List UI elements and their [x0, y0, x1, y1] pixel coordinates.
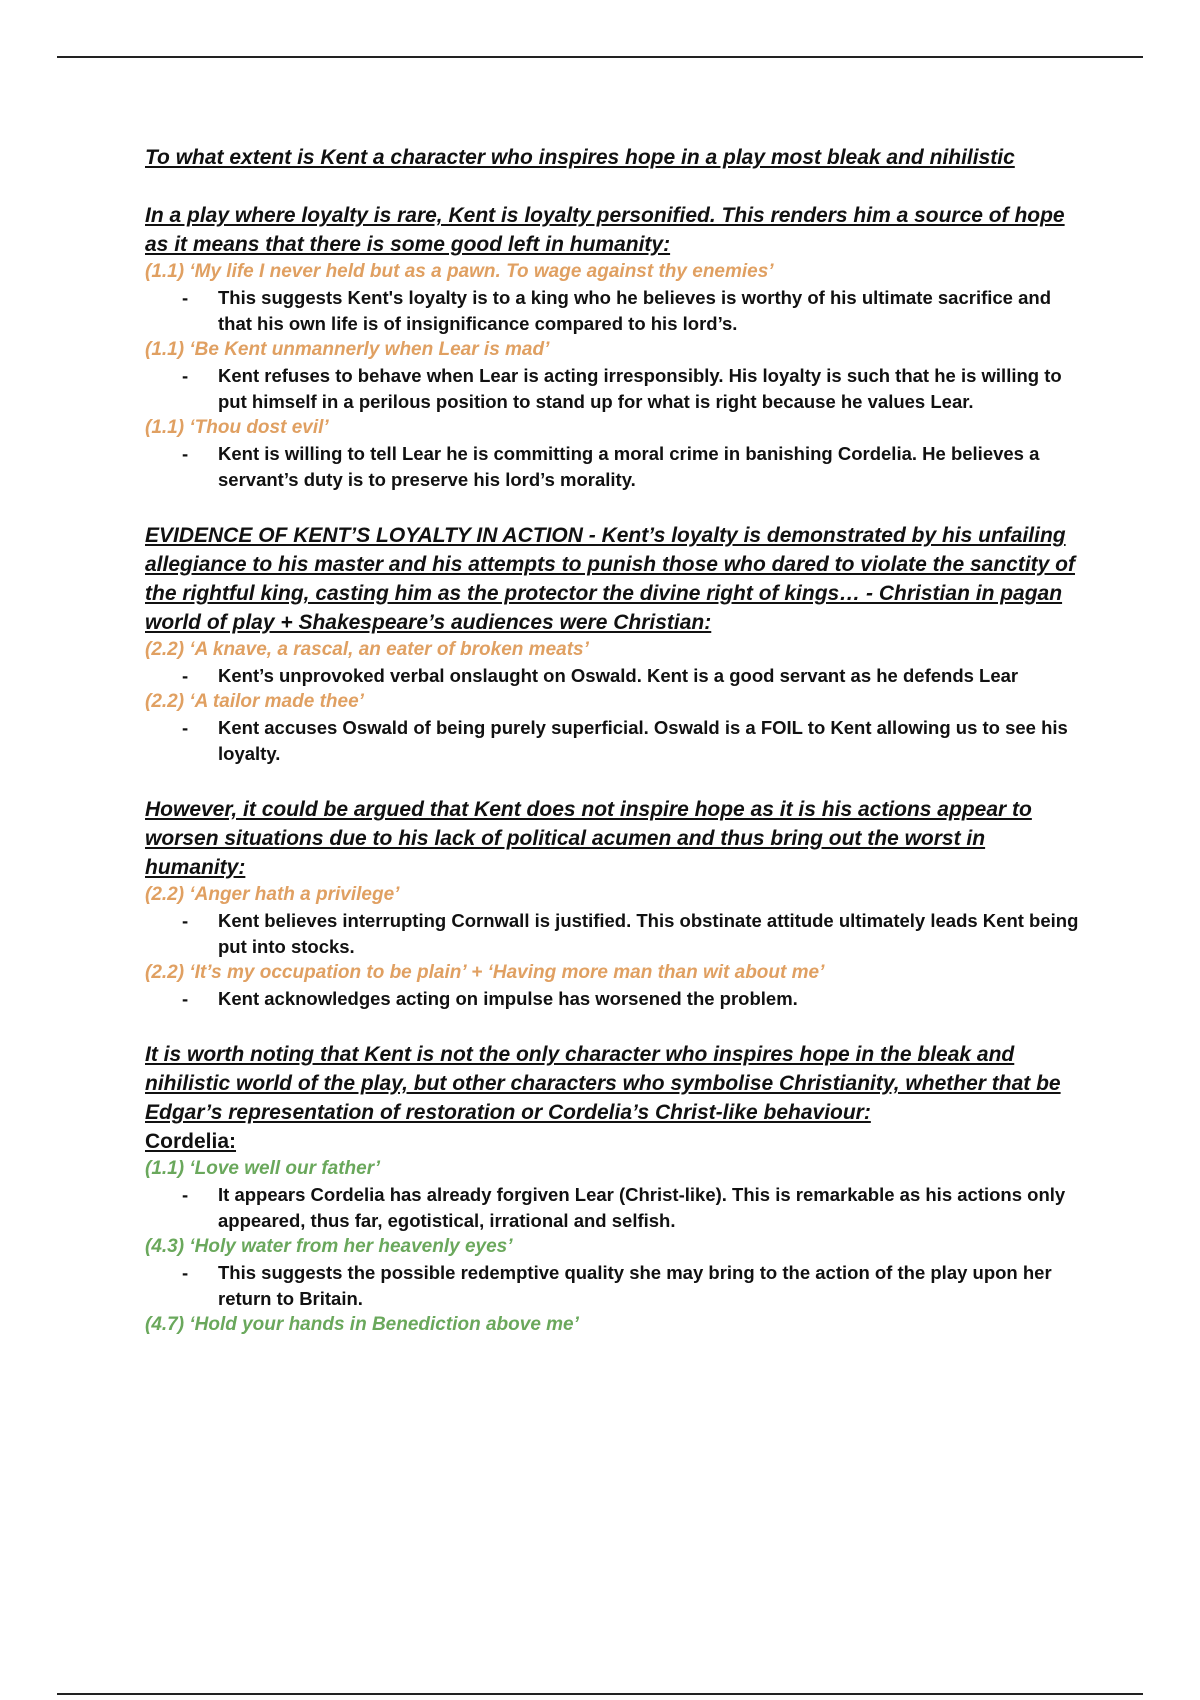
bullet-dash: - — [182, 1184, 189, 1205]
bullet-dash: - — [182, 287, 189, 308]
analysis-point: - Kent acknowledges acting on impulse has worsened the problem. — [145, 986, 1085, 1012]
section-heading: EVIDENCE OF KENT’S LOYALTY IN ACTION - Kent’s loyalty is demonstrated by his unfailing allegiance to his master and his attempts to punish those who dared to violate the sanctity of the rightful king, casting him as the protector the divine right of kings… - Christian in pagan world of play + Shakespeare’s audiences were Christian: — [145, 524, 1075, 634]
bullet-dash: - — [182, 365, 189, 386]
analysis-point: - This suggests Kent's loyalty is to a king who he believes is worthy of his ultimate sacrifice and that his own life is of insignificance compared to his lord’s. — [182, 287, 1052, 334]
section-heading: In a play where loyalty is rare, Kent is loyalty personified. This renders him a source of hope as it means that there is some good left in humanity: — [145, 204, 1065, 256]
document-body — [145, 143, 1085, 1338]
quote: (4.7) ‘Hold your hands in Benediction above me’ — [145, 1314, 579, 1335]
quote: (2.2) ‘It’s my occupation to be plain’ + ‘Having more man than wit about me’ — [145, 962, 825, 983]
section-other-characters — [145, 1040, 1085, 1338]
bullet-dash: - — [182, 443, 189, 464]
section-heading: However, it could be argued that Kent does not inspire hope as it is his actions appear to worsen situations due to his lack of political acumen and thus bring out the worst in humanity: — [145, 798, 1032, 879]
bullet-dash: - — [182, 717, 189, 738]
quote: (2.2) ‘A knave, a rascal, an eater of broken meats’ — [145, 639, 589, 660]
quote: (1.1) ‘Be Kent unmannerly when Lear is mad’ — [145, 339, 550, 360]
quote: (1.1) ‘Thou dost evil’ — [145, 417, 329, 438]
quote: (4.3) ‘Holy water from her heavenly eyes’ — [145, 1236, 513, 1257]
section-loyalty — [145, 201, 1085, 493]
top-rule — [57, 56, 1143, 58]
essay-title: To what extent is Kent a character who inspires hope in a play most bleak and nihilistic — [145, 146, 1015, 169]
analysis-point: - Kent believes interrupting Cornwall is justified. This obstinate attitude ultimately leads Kent being put into stocks. — [182, 910, 1079, 957]
section-heading: It is worth noting that Kent is not the only character who inspires hope in the bleak and nihilistic world of the play, but other characters who symbolise Christianity, whether that be Edgar’s representation of restoration or Cordelia’s Christ-like behaviour: — [145, 1043, 1061, 1124]
analysis-point: - Kent accuses Oswald of being purely superficial. Oswald is a FOIL to Kent allowing us to see his loyalty. — [182, 717, 1068, 764]
analysis-point: - It appears Cordelia has already forgiven Lear (Christ-like). This is remarkable as his actions only appeared, thus far, egotistical, irrational and selfish. — [182, 1184, 1066, 1231]
section-counterargument — [145, 795, 1085, 1012]
cordelia-subheading: Cordelia: — [145, 1130, 237, 1153]
analysis-point: - Kent refuses to behave when Lear is acting irresponsibly. His loyalty is such that he is willing to put himself in a perilous position to stand up for what is right because he values Lear. — [182, 365, 1062, 412]
analysis-point: - Kent is willing to tell Lear he is committing a moral crime in banishing Cordelia. He believes a servant’s duty is to preserve his lord’s morality. — [182, 443, 1040, 490]
quote: (2.2) ‘Anger hath a privilege’ — [145, 884, 400, 905]
quote: (2.2) ‘A tailor made thee’ — [145, 691, 364, 712]
section-loyalty-in-action — [145, 521, 1085, 767]
bullet-dash: - — [182, 910, 189, 931]
analysis-point: - This suggests the possible redemptive quality she may bring to the action of the play upon her return to Britain. — [182, 1262, 1052, 1309]
bullet-dash: - — [182, 988, 189, 1009]
bullet-dash: - — [182, 1262, 189, 1283]
analysis-point: - Kent’s unprovoked verbal onslaught on Oswald. Kent is a good servant as he defends Lear — [145, 663, 1085, 689]
bottom-rule — [57, 1693, 1143, 1695]
quote: (1.1) ‘Love well our father’ — [145, 1158, 381, 1179]
quote: (1.1) ‘My life I never held but as a pawn. To wage against thy enemies’ — [145, 261, 774, 282]
bullet-dash: - — [182, 665, 189, 686]
